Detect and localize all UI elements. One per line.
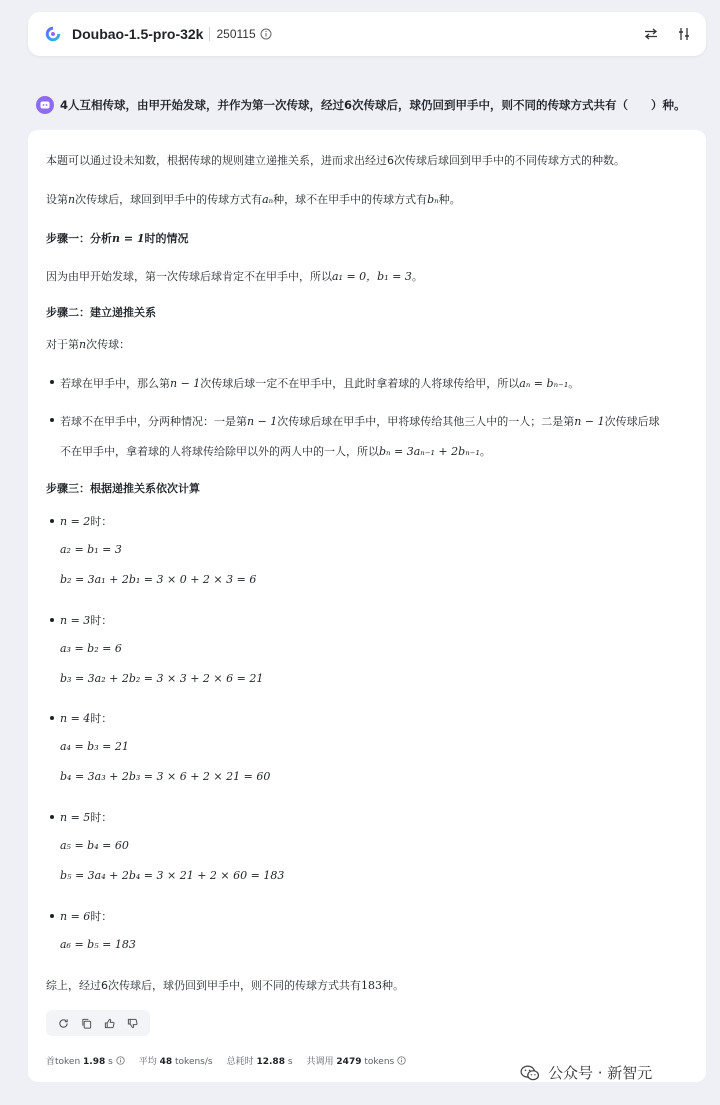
calc-case-label: n = 2时： bbox=[60, 515, 113, 528]
calc-a-line: a₄ = b₃ = 21 bbox=[60, 740, 129, 753]
swap-icon[interactable] bbox=[644, 28, 658, 40]
calc-b-line: b₃ = 3a₂ + 2b₂ = 3 × 3 + 2 × 6 = 21 bbox=[60, 672, 264, 685]
step3-title: 步骤三：根据递推关系依次计算 bbox=[46, 482, 200, 495]
answer-card bbox=[28, 130, 706, 1082]
bullet-dot bbox=[50, 519, 54, 523]
info-icon[interactable] bbox=[116, 1056, 125, 1065]
generation-stats bbox=[46, 1054, 406, 1067]
sliders-icon[interactable] bbox=[678, 27, 690, 41]
info-icon[interactable] bbox=[397, 1056, 406, 1065]
info-icon[interactable] bbox=[260, 28, 272, 40]
calc-a-line: a₅ = b₄ = 60 bbox=[60, 839, 129, 852]
model-name[interactable]: Doubao-1.5-pro-32k bbox=[72, 26, 204, 42]
refresh-icon[interactable] bbox=[58, 1018, 69, 1029]
step1-text: 因为由甲开始发球，第一次传球后球肯定不在甲手中，所以a₁ = 0，b₁ = 3。 bbox=[46, 270, 423, 283]
calc-case-label: n = 3时： bbox=[60, 614, 113, 627]
bullet-dot bbox=[50, 380, 54, 384]
bullet-2-line-2: 不在甲手中，拿着球的人将球传给除甲以外的两人中的一人，所以bₙ = 3aₙ₋₁ + 2bₙ₋₁。 bbox=[60, 445, 491, 458]
divider bbox=[209, 27, 210, 41]
step1-title: 步骤一：分析n = 1时的情况 bbox=[46, 232, 189, 245]
model-header bbox=[28, 12, 706, 56]
bullet-dot bbox=[50, 418, 54, 422]
calc-a-line: a₆ = b₅ = 183 bbox=[60, 938, 136, 951]
bullet-dot bbox=[50, 716, 54, 720]
calc-case-label: n = 5时： bbox=[60, 811, 113, 824]
watermark-text: 公众号 · 新智元 bbox=[548, 1064, 653, 1082]
calc-b-line: b₅ = 3a₄ + 2b₄ = 3 × 21 + 2 × 60 = 183 bbox=[60, 869, 285, 882]
bullet-2-line-1: 若球不在甲手中，分两种情况：一是第n − 1次传球后球在甲手中，甲将球传给其他三人中的一人；二是第n − 1次传球后球 bbox=[60, 415, 660, 428]
step2-title: 步骤二：建立递推关系 bbox=[46, 306, 156, 319]
bullet-dot bbox=[50, 815, 54, 819]
copy-icon[interactable] bbox=[81, 1018, 92, 1029]
intro-text: 本题可以通过设未知数，根据传球的规则建立递推关系，进而求出经过6次传球后球回到甲手中的不同传球方式的种数。 bbox=[46, 154, 625, 167]
stat-first-token: 首token 1.98 s bbox=[46, 1054, 125, 1067]
question-text: 4人互相传球，由甲开始发球，并作为第一次传球，经过6次传球后，球仍回到甲手中，则不同的传球方式共有（ ）种。 bbox=[60, 98, 686, 112]
stat-avg-speed: 平均 48 tokens/s bbox=[138, 1057, 213, 1067]
bullet-dot bbox=[50, 618, 54, 622]
bullet-dot bbox=[50, 914, 54, 918]
calc-a-line: a₂ = b₁ = 3 bbox=[60, 543, 122, 556]
question-icon bbox=[36, 96, 54, 114]
calc-case-label: n = 4时： bbox=[60, 712, 113, 725]
calc-case-label: n = 6时： bbox=[60, 910, 113, 923]
calc-a-line: a₃ = b₂ = 6 bbox=[60, 642, 122, 655]
step2-intro: 对于第n次传球： bbox=[46, 338, 131, 351]
calc-b-line: b₂ = 3a₁ + 2b₁ = 3 × 0 + 2 × 3 = 6 bbox=[60, 573, 257, 586]
stat-total-tokens: 共调用 2479 tokens bbox=[307, 1054, 407, 1067]
wechat-icon bbox=[520, 1065, 540, 1081]
watermark bbox=[520, 1062, 652, 1083]
model-version: 250115 bbox=[216, 27, 256, 41]
doubao-logo-icon bbox=[44, 25, 62, 43]
user-question bbox=[36, 96, 696, 114]
definition-text: 设第n次传球后，球回到甲手中的传球方式有aₙ种，球不在甲手中的传球方式有bₙ种。 bbox=[46, 193, 461, 206]
header-actions bbox=[644, 27, 690, 41]
message-actions bbox=[46, 1010, 150, 1036]
stat-total-time: 总耗时 12.88 s bbox=[226, 1057, 293, 1067]
thumbs-down-icon[interactable] bbox=[127, 1018, 138, 1029]
calc-b-line: b₄ = 3a₃ + 2b₃ = 3 × 6 + 2 × 21 = 60 bbox=[60, 770, 271, 783]
conclusion-text: 综上，经过6次传球后，球仍回到甲手中，则不同的传球方式共有183种。 bbox=[46, 979, 404, 992]
thumbs-up-icon[interactable] bbox=[104, 1018, 115, 1029]
bullet-1-text: 若球在甲手中，那么第n − 1次传球后球一定不在甲手中，且此时拿着球的人将球传给甲，所以aₙ = bₙ₋₁。 bbox=[60, 377, 580, 390]
